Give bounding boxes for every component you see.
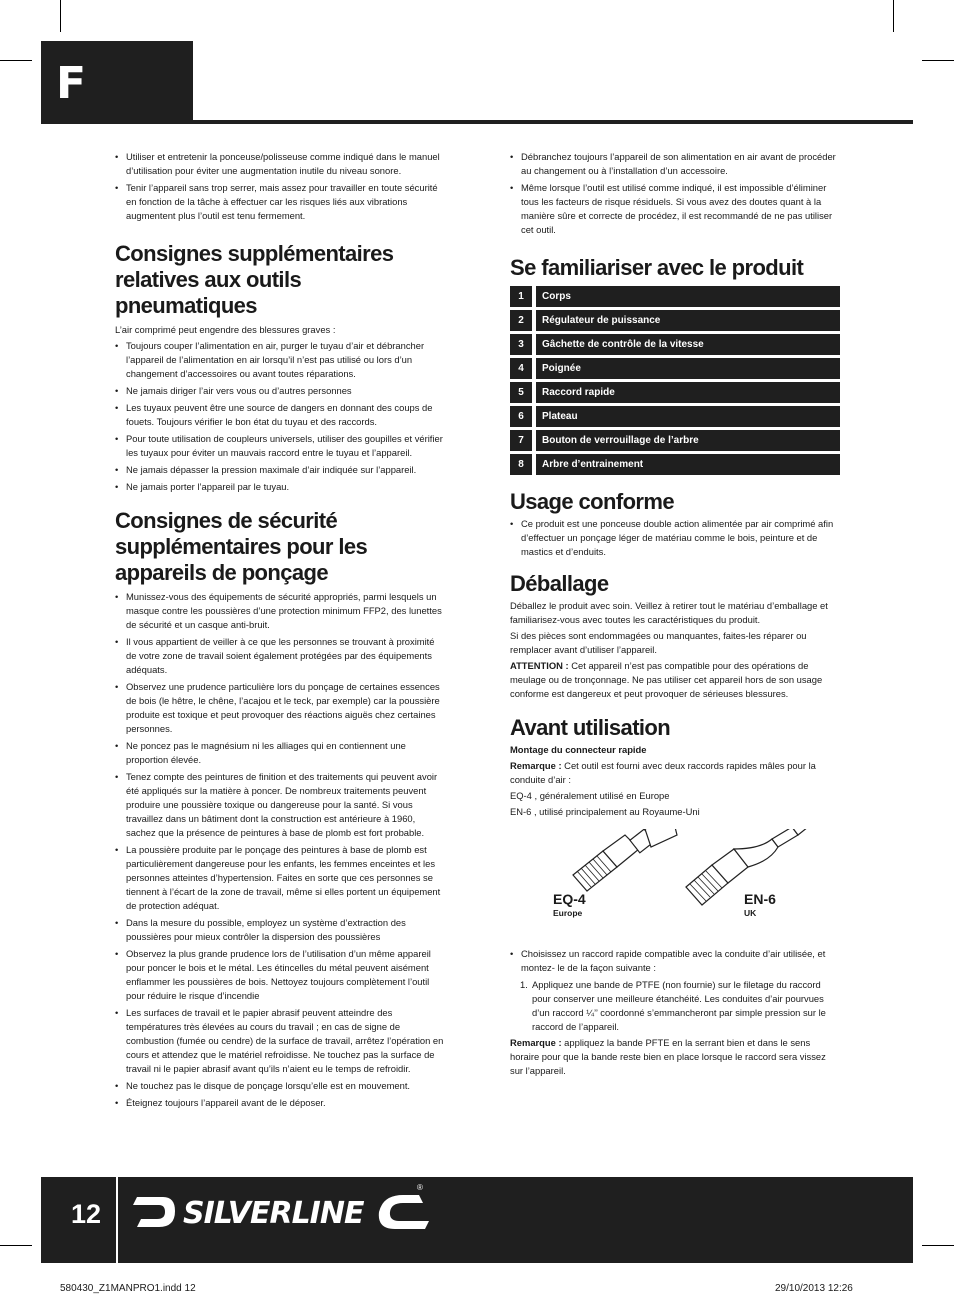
list-item: • Observez une prudence particulière lors du ponçage de certaines essences de bois (le hêtre, le chêne, l’acajou et le teck, par exemple) car la poussière produite est toxique et peut provoquer des réactions aiguës chez certaines personnes. <box>115 680 445 736</box>
sanding-bullet-list <box>115 590 445 1110</box>
connector-illustration <box>510 829 840 947</box>
part-row <box>510 430 840 451</box>
crop-mark <box>0 60 32 61</box>
part-number: 3 <box>510 334 532 355</box>
left-column <box>115 150 445 1113</box>
part-label: Corps <box>536 286 840 307</box>
crop-mark <box>0 1245 32 1246</box>
part-row <box>510 358 840 379</box>
unpacking-paragraph: Déballez le produit avec soin. Veillez à retirer tout le matériau d’emballage et familiarisez-vous avec toutes les caractéristiques du produit. <box>510 600 828 625</box>
list-item: • Même lorsque l’outil est utilisé comme indiqué, il est impossible d’éliminer tous les facteurs de risque résiduels. Si vous avez des doutes quant à la manière sûre et correcte de procédez, il est recommandé de ne pas utiliser cet outil. <box>510 181 840 237</box>
section-title-usage: Usage conforme <box>510 489 674 514</box>
part-number: 1 <box>510 286 532 307</box>
eq4-line: EQ-4 , généralement utilisé en Europe <box>510 790 670 801</box>
list-item: • Pour toute utilisation de coupleurs universels, utiliser des goupilles et vérifier les tuyaux pour éviter un mauvais raccord entre le tuyau et l’appareil. <box>115 432 445 460</box>
list-item: • Tenir l’appareil sans trop serrer, mais assez pour travailler en toute sécurité en fonction de la tâche à effectuer car les risques liés aux vibrations augmentent plus l’outil est tenu fermement. <box>115 181 445 223</box>
part-row <box>510 382 840 403</box>
part-row <box>510 310 840 331</box>
part-number: 7 <box>510 430 532 451</box>
list-item: • Les tuyaux peuvent être une source de dangers en donnant des coups de fouets. Toujours vérifier le bon état du tuyau et des raccords. <box>115 401 445 429</box>
part-label: Gâchette de contrôle de la vitesse <box>536 334 840 355</box>
choose-bullet-list <box>510 947 840 975</box>
en6-code: EN-6 <box>744 891 776 907</box>
section-title-unpacking: Déballage <box>510 571 609 596</box>
list-item: • Observez la plus grande prudence lors de l’utilisation d’un même appareil pour poncer le bois et le métal. Les étincelles du métal peuvent aisément enflammer les poussières de bois. Nettoyez toujours complètement l’outil pour réduire le risque d’incendie <box>115 947 445 1003</box>
pneumatic-intro: L’air comprimé peut engendre des blessures graves : <box>115 324 336 335</box>
attention-label: ATTENTION : <box>510 660 569 671</box>
slug-file-info: 580430_Z1MANPRO1.indd 12 <box>60 1283 196 1294</box>
crop-mark <box>922 60 954 61</box>
part-row <box>510 334 840 355</box>
remark-label: Remarque : <box>510 1037 562 1048</box>
section-title-product: Se familiariser avec le produit <box>510 255 804 280</box>
en6-caption <box>744 891 776 919</box>
eq4-region: Europe <box>553 908 583 918</box>
remark-paragraph <box>510 1036 840 1078</box>
part-number: 8 <box>510 454 532 475</box>
part-row <box>510 406 840 427</box>
language-tab <box>41 41 193 124</box>
registered-mark: ® <box>417 1183 423 1192</box>
list-item: • Toujours couper l’alimentation en air, purger le tuyau d’air et débrancher l’appareil de l’alimentation en air lorsqu’il n’est pas utilisé ou lors d’un changement d’accessoires ou avant toutes réparations. <box>115 339 445 381</box>
part-label: Raccord rapide <box>536 382 840 403</box>
subheading: Montage du connecteur rapide <box>510 744 647 755</box>
list-item: • La poussière produite par le ponçage des peintures à base de plomb est particulièrement dangereuse pour les enfants, les femmes enceintes et les personnes atteintes d’hypertension. Faites en sorte que ces personnes se tiennent à l’écart de la zone de travail, même si elles portent un équipement de protection adéquat. <box>115 843 445 913</box>
silverline-logo <box>133 1187 433 1237</box>
parts-list <box>510 286 840 475</box>
list-item: • Tenez compte des peintures de finition et des traitements qui peuvent avoir été appliqués sur la matière à poncer. De nombreux traitements peuvent produire une poussière toxique ou dangereuse pour la santé. Si vous travaillez dans un bâtiment dont la construction est antérieure à 1960, sachez que la présence de peintures à base de plomb est fort probable. <box>115 770 445 840</box>
part-label: Bouton de verrouillage de l’arbre <box>536 430 840 451</box>
intro-bullet-list <box>115 150 445 223</box>
section-title-before-use: Avant utilisation <box>510 715 671 740</box>
right-column <box>510 150 840 1080</box>
remark-text: appliquez la bande PFTE en la serrant bien et dans le sens horaire pour que la bande reste bien en place lorsque le raccord sera vissez sur l’appareil. <box>510 1037 826 1076</box>
footer-divider <box>116 1177 118 1263</box>
step-1 <box>510 978 840 1034</box>
crop-mark <box>60 0 61 32</box>
remark-text: Cet outil est fourni avec deux raccords rapides mâles pour la conduite d’air : <box>510 760 816 785</box>
list-item: • Il vous appartient de veiller à ce que les personnes se trouvant à proximité de votre zone de travail soient également protégées par des équipements adéquats. <box>115 635 445 677</box>
section-title-sanding: Consignes de sécurité supplémentaires pour les appareils de ponçage <box>115 508 368 585</box>
en6-region: UK <box>744 908 757 918</box>
step-number: 1. <box>520 979 528 990</box>
part-number: 6 <box>510 406 532 427</box>
page-number: 12 <box>71 1199 102 1229</box>
usage-bullet-list <box>510 517 840 559</box>
part-label: Plateau <box>536 406 840 427</box>
footer-band <box>41 1177 913 1263</box>
remark-label: Remarque : <box>510 760 562 771</box>
unpacking-paragraph: Si des pièces sont endommagées ou manquantes, faites-les réparer ou remplacer avant d’utiliser l’appareil. <box>510 630 807 655</box>
attention-paragraph <box>510 659 840 701</box>
list-item: • Ne jamais diriger l’air vers vous ou d’autres personnes <box>115 384 445 398</box>
en6-line: EN-6 , utilisé principalement au Royaume-Uni <box>510 806 700 817</box>
list-item: • Ne poncez pas le magnésium ni les alliages qui en contiennent une proportion élevée. <box>115 739 445 767</box>
brand-logo-text: SILVERLINE <box>183 1196 364 1231</box>
part-label: Arbre d’entrainement <box>536 454 840 475</box>
part-number: 2 <box>510 310 532 331</box>
crop-mark <box>893 0 894 32</box>
part-label: Poignée <box>536 358 840 379</box>
part-label: Régulateur de puissance <box>536 310 840 331</box>
list-item: • Ne touchez pas le disque de ponçage lorsqu’elle est en mouvement. <box>115 1079 445 1093</box>
language-letter: F <box>56 58 87 109</box>
step-text: Appliquez une bande de PTFE (non fournie) sur le filetage du raccord pour conserver une meilleure étanchéité. Les conduites d’air pourvues d’un raccord ¼’’ coordonné s’emmancheront par simple pression sur le raccord de l’appareil. <box>532 979 826 1032</box>
eq4-caption <box>553 891 586 919</box>
slug-date: 29/10/2013 12:26 <box>775 1283 853 1294</box>
remark-paragraph <box>510 759 840 787</box>
list-item: • Dans la mesure du possible, employez un système d’extraction des poussières pour mieux contrôler la dispersion des poussières <box>115 916 445 944</box>
part-row <box>510 286 840 307</box>
intro-bullet-list <box>510 150 840 237</box>
section-title-pneumatic: Consignes supplémentaires relatives aux outils pneumatiques <box>115 241 394 318</box>
list-item: • Les surfaces de travail et le papier abrasif peuvent atteindre des températures très élevées au cours du travail ; en cas de signe de combustion (fumée ou cendre) de la surface de travail, arrêtez l’opération en cours et attendez que le matériel refroidisse. Ne touchez pas la surface de travail ni le papier abrasif avant qu’ils n’aient eu le temps de refroidir. <box>115 1006 445 1076</box>
attention-text: Cet appareil n’est pas compatible pour des opérations de meulage ou de tronçonnage. Ne pas utiliser cet appareil hors de son usage conforme est dangereux et peut provoquer de sérieuses blessures. <box>510 660 823 699</box>
pneumatic-bullet-list <box>115 339 445 494</box>
list-item: • Utiliser et entretenir la ponceuse/polisseuse comme indiqué dans le manuel d’utilisation pour éviter une augmentation inutile du niveau sonore. <box>115 150 445 178</box>
part-number: 4 <box>510 358 532 379</box>
list-item: • Ce produit est une ponceuse double action alimentée par air comprimé afin d’effectuer un ponçage léger de matériau comme le bois, peinture et de mastics et d’enduits. <box>510 517 840 559</box>
header-rule <box>193 120 913 124</box>
list-item: • Choisissez un raccord rapide compatible avec la conduite d’air utilisée, et montez- le de la façon suivante : <box>510 947 840 975</box>
list-item: • Ne jamais porter l’appareil par le tuyau. <box>115 480 445 494</box>
list-item: • Ne jamais dépasser la pression maximale d’air indiquée sur l’appareil. <box>115 463 445 477</box>
list-item: • Munissez-vous des équipements de sécurité appropriés, parmi lesquels un masque contre les poussières d’une protection minimum FFP2, des lunettes de sécurité et un casque anti-bruit. <box>115 590 445 632</box>
part-row <box>510 454 840 475</box>
part-number: 5 <box>510 382 532 403</box>
crop-mark <box>922 1245 954 1246</box>
list-item: • Débranchez toujours l’appareil de son alimentation en air avant de procéder au changement ou à l’installation d’un accessoire. <box>510 150 840 178</box>
list-item: • Éteignez toujours l’appareil avant de le déposer. <box>115 1096 445 1110</box>
eq4-code: EQ-4 <box>553 891 586 907</box>
